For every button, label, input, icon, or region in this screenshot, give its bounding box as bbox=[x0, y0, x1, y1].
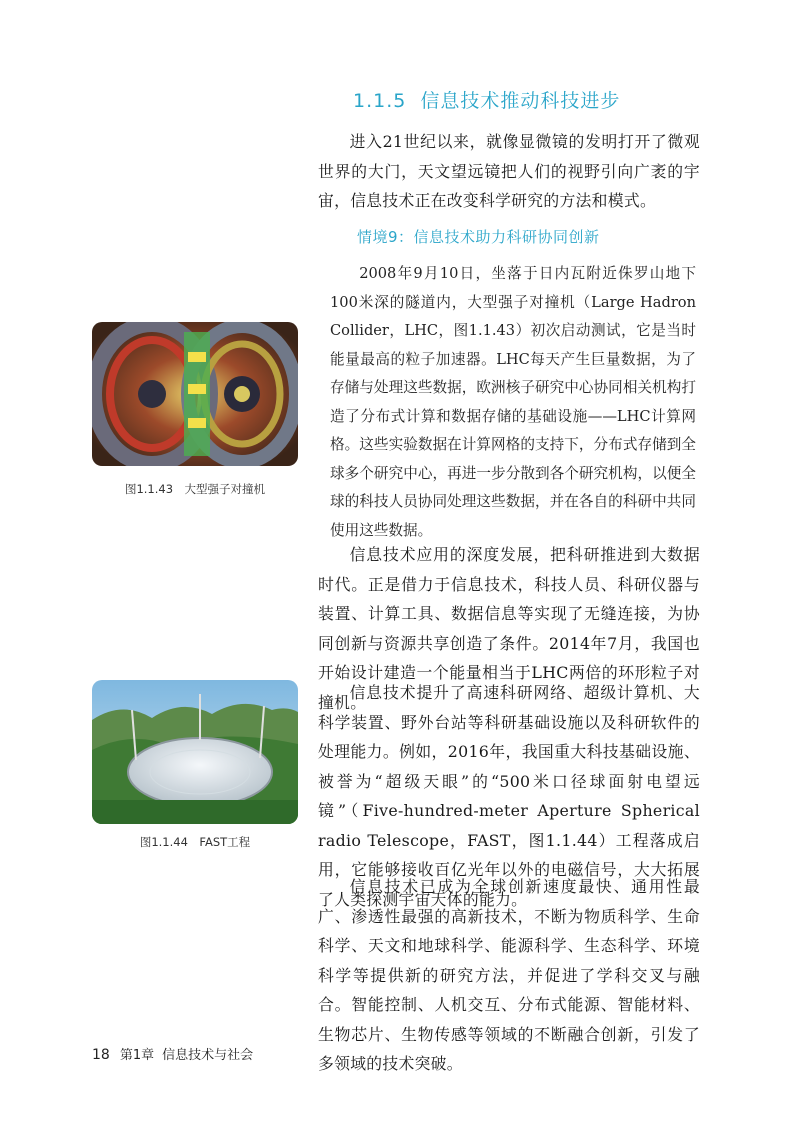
lhc-illustration bbox=[92, 322, 298, 466]
paragraph-innovation: 信息技术已成为全球创新速度最快、通用性最广、渗透性最强的高新技术，不断为物质科学、生命科学、天文和地球科学、能源科学、生态科学、环境科学等提供新的研究方法，并促进了学科交叉与融合。智能控制、人机交互、分布式能源、智能材料、生物芯片、生物传感等领域的不断融合创新，引发了多领域的技术突破。 bbox=[318, 877, 700, 1073]
page-number: 18 bbox=[92, 1047, 110, 1063]
intro-paragraph: 进入21世纪以来，就像显微镜的发明打开了微观世界的大门，天文望远镜把人们的视野引向广袤的宇宙，信息技术正在改变科学研究的方法和模式。 bbox=[318, 132, 700, 210]
chapter-title: 信息技术与社会 bbox=[162, 1048, 254, 1063]
page-footer bbox=[92, 1044, 253, 1063]
body-block-3 bbox=[318, 872, 700, 1079]
scenario-heading: 情境9：信息技术助力科研协同创新 bbox=[357, 228, 600, 246]
paragraph-fast: 信息技术提升了高速科研网络、超级计算机、大科学装置、野外台站等科研基础设施以及科研软件的处理能力。例如，2016年，我国重大科技基础设施、被誉为“超级天眼”的“500米口径球面射电望远镜”（Five-hundred-meter Aperture Spherical radio Telescope，FAST，图1.1.44）工程落成启用，它能够接收百亿光年以外的电磁信号，大大拓展了人类探测宇宙天体的能力。 bbox=[318, 683, 700, 909]
chapter-label: 第1章 bbox=[119, 1048, 155, 1063]
fast-photo bbox=[92, 680, 298, 824]
figure-caption-lhc: 图1.1.43 大型强子对撞机 bbox=[124, 482, 266, 496]
scenario-text: 2008年9月10日，坐落于日内瓦附近侏罗山地下100米深的隧道内，大型强子对撞机（Large Hadron Collider，LHC，图1.1.43）初次启动测试，它是当时能量最高的粒子加速器。LHC每天产生巨量数据，为了存储与处理这些数据，欧洲核子研究中心协同相关机构打造了分布式计算和数据存储的基础设施——LHC计算网格。这些实验数据在计算网格的支持下，分布式存储到全球多个研究中心，再进一步分散到各个研究机构，以便全球的科技人员协同处理这些数据，并在各自的科研中共同使用这些数据。 bbox=[330, 265, 696, 539]
section-heading: 信息技术推动科技进步 bbox=[420, 90, 621, 112]
intro-block bbox=[318, 127, 700, 216]
figure-caption-fast: 图1.1.44 FAST工程 bbox=[139, 835, 251, 849]
section-title bbox=[353, 86, 620, 113]
lhc-photo bbox=[92, 322, 298, 466]
section-number: 1.1.5 bbox=[353, 90, 407, 112]
paragraph-big-data: 信息技术应用的深度发展，把科研推进到大数据时代。正是借力于信息技术，科技人员、科研仪器与装置、计算工具、数据信息等实现了无缝连接，为协同创新与资源共享创造了条件。2014年7月，我国也开始设计建造一个能量相当于LHC两倍的环形粒子对撞机。 bbox=[318, 545, 700, 712]
fast-illustration bbox=[92, 680, 298, 824]
